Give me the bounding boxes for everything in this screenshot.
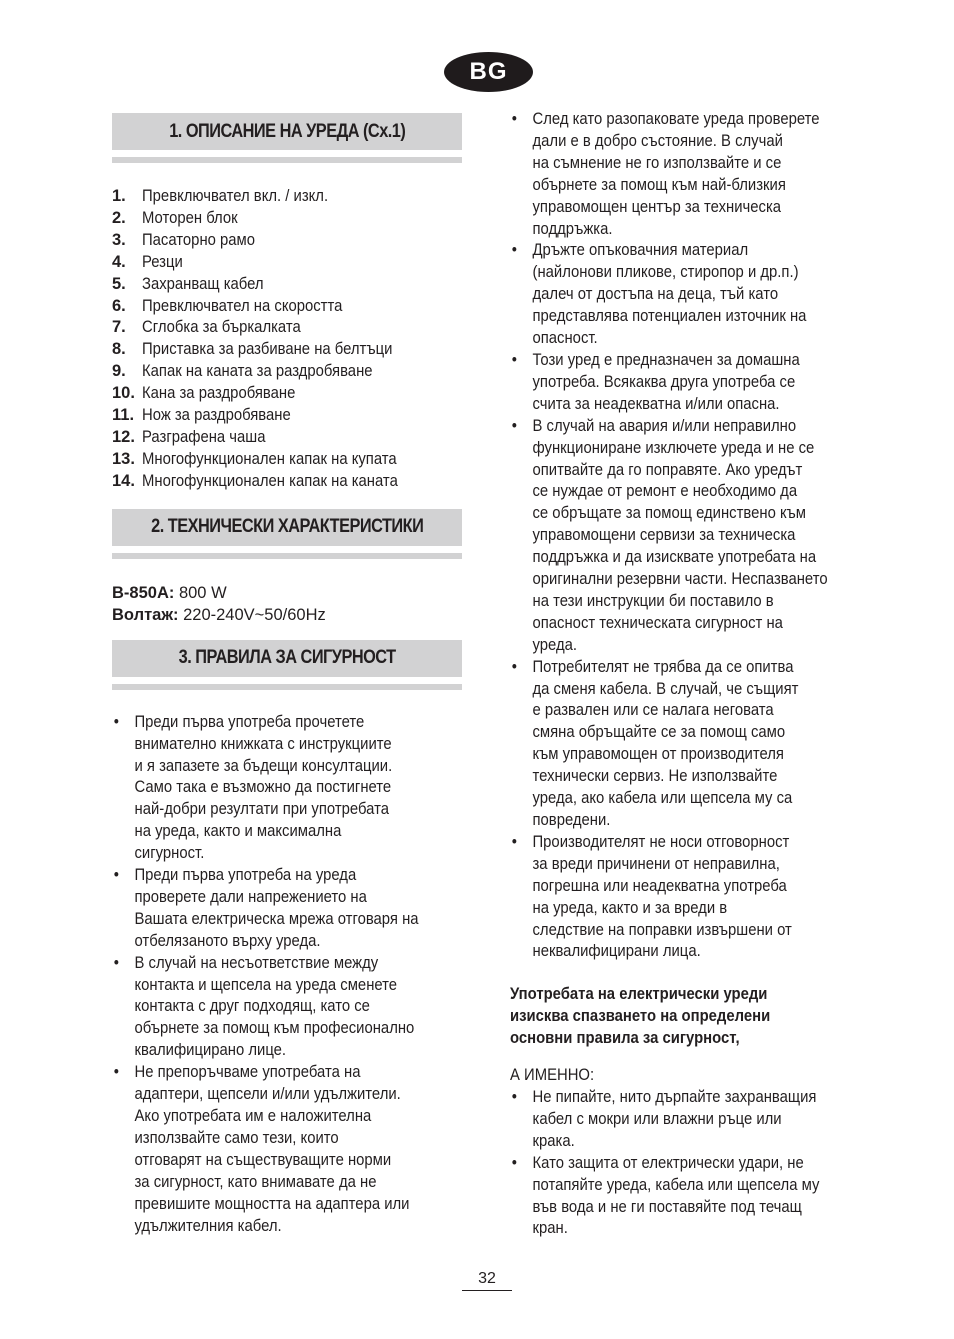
- item-text: Кана за раздробяване: [142, 384, 296, 403]
- item-text: Моторен блок: [142, 208, 238, 227]
- item-number: 9.: [112, 362, 126, 381]
- item-number: 1.: [112, 187, 126, 205]
- bullet-text: • След като разопаковате уреда проверете дали е в добро състояние. В случай на съмнение не го използвайте и се обърнете за помощ към най-близкия управомощен център за техническа поддръжка.: [532, 110, 820, 238]
- spec-model-value: 800 W: [178, 583, 227, 602]
- item-text: Пасаторно рамо: [142, 230, 256, 249]
- bullet-text: • Дръжте опъковачния материал (найлонови пликове, стиропор и др.п.) далеч от достъпа на деца, тъй като представлява потенциален източник на опасност.: [532, 241, 807, 348]
- section-3-title: 3. ПРАВИЛА ЗА СИГУРНОСТ: [178, 647, 396, 669]
- parts-list: [112, 186, 462, 493]
- section-2-header: [112, 509, 462, 546]
- item-text: Превключвател вкл. / изкл.: [142, 187, 329, 205]
- spec-model-label: B-850A:: [112, 583, 175, 602]
- safety-rules-left: [112, 712, 463, 1238]
- list-item: [510, 416, 870, 657]
- item-number: 6.: [112, 296, 126, 315]
- item-number: 10.: [112, 384, 135, 403]
- list-item: [510, 1153, 870, 1241]
- list-item: [510, 350, 870, 416]
- bullet-text: • Този уред е предназначен за домашна употреба. Всякаква друга употреба се счита за неадекватна и/или опасна.: [532, 350, 800, 413]
- item-text: Приставка за разбиване на белтъци: [142, 340, 393, 359]
- bullet-text: • В случай на авария и/или неправилно функциониране изключете уреда и не се опитвайте да го поправяте. Ако уредът се нуждае от ремонт е необходимо да се обръщате за помощ единствено към управомощени сервизи за техническа поддръжка и да изисквате употребата на оригинални резервни части. Неспазването на тези инструкции би поставило в опасност техническата сигурност на уреда.: [532, 416, 828, 654]
- item-number: 12.: [112, 427, 135, 446]
- list-item: [112, 449, 462, 471]
- bullet-text: • Не препоръчваме употребата на адаптери, щепсели и/или удължители. Ако употребата им е наложителна използвайте само тези, които отговарят на съществуващите норми за сигурност, като внимавате да не превишите мощността на адаптера или удължителния кабел.: [134, 1063, 410, 1235]
- list-item: [112, 427, 462, 449]
- list-item: [510, 109, 870, 240]
- list-item: [112, 865, 463, 953]
- item-text: Сглобка за бъркалката: [142, 318, 301, 337]
- spec-power: [112, 582, 462, 604]
- list-item: [112, 186, 462, 208]
- list-item: [112, 296, 462, 318]
- page-number: 32: [462, 1269, 512, 1291]
- item-text: Превключвател на скоростта: [142, 296, 343, 315]
- list-item: [112, 274, 462, 296]
- list-item: [112, 339, 462, 361]
- item-text: Многофункционален капак на каната: [142, 471, 398, 490]
- list-item: [112, 208, 462, 230]
- section-2-title: 2. ТЕХНИЧЕСКИ ХАРАКТЕРИСТИКИ: [150, 516, 424, 538]
- list-item: [112, 252, 462, 274]
- item-number: 11.: [112, 406, 135, 425]
- language-badge: BG: [444, 52, 533, 92]
- spec-voltage-value: 220-240V~50/60Hz: [183, 605, 326, 624]
- spec-voltage: [112, 604, 462, 626]
- bullet-text: • Производителят не носи отговорност за вреди причинени от неправилна, погрешна или неадекватна употреба на уреда, както и за вреди в следствие на поправки извършени от неквалифицирани лица.: [532, 832, 792, 961]
- item-text: Разграфена чаша: [142, 427, 266, 446]
- item-text: Нож за раздробяване: [142, 406, 291, 425]
- item-number: 3.: [112, 230, 126, 249]
- safety-note: Употребата на електрически уреди изисква спазването на определени основни правила за сигурност,: [510, 985, 771, 1048]
- item-number: 2.: [112, 208, 126, 227]
- list-item: [112, 405, 462, 427]
- item-number: 14.: [112, 471, 135, 490]
- list-item: [510, 240, 870, 350]
- list-item: [112, 471, 462, 493]
- bullet-text: • Потребителят не трябва да се опитва да сменя кабела. В случай, че същият е развален или се налага неговата смяна обръщайте се за помощ само към управомощен от производителя технически сервиз. Не използвайте уреда, ако кабела или щепсела му са повредени.: [532, 657, 799, 829]
- bullet-text: • Преди първа употреба прочетете внимателно книжката с инструкциите и я запазете за бъдещи консултации. Само така е възможно да постигнете най-добри резултати при употребата на уреда, както и максимална сигурност.: [134, 712, 393, 863]
- safety-rules-final: [510, 1087, 870, 1240]
- bullet-text: • Като защита от електрически удари, не потапяйте уреда, кабела или щепсела му във вода и не ги поставяйте под течащ кран.: [532, 1153, 820, 1238]
- spec-voltage-label: Волтаж:: [112, 605, 179, 624]
- list-item: [112, 953, 463, 1063]
- safety-rules-right: [510, 109, 870, 963]
- bullet-text: • Не пипайте, нито дърпайте захранващия кабел с мокри или влажни ръце или крака.: [532, 1087, 817, 1150]
- namely-label: А ИМЕННО:: [510, 1066, 595, 1085]
- bullet-text: • В случай на несъответствие между контакта и щепсела на уреда сменете контакта с друг подходящ, като се обърнете за помощ към професионално квалифицирано лице.: [134, 953, 415, 1060]
- list-item: [112, 361, 462, 383]
- list-item: [510, 657, 870, 832]
- item-number: 13.: [112, 449, 135, 468]
- list-item: [112, 1062, 463, 1237]
- item-text: Захранващ кабел: [142, 274, 264, 293]
- bullet-text: • Преди първа употреба на уреда проверете дали напрежението на Вашата електрическа мрежа отговаря на отбелязаното върху уреда.: [134, 866, 419, 950]
- item-text: Резци: [142, 252, 183, 271]
- item-number: 4.: [112, 252, 126, 271]
- section-3-header: [112, 640, 462, 677]
- item-number: 5.: [112, 274, 126, 293]
- item-text: Капак на каната за раздробяване: [142, 362, 373, 381]
- item-number: 8.: [112, 340, 126, 359]
- list-item: [510, 832, 870, 963]
- list-item: [112, 230, 462, 252]
- list-item: [112, 383, 462, 405]
- item-number: 7.: [112, 318, 126, 337]
- list-item: [510, 1087, 870, 1153]
- item-text: Многофункционален капак на купата: [142, 449, 397, 468]
- section-1-title: 1. ОПИСАНИЕ НА УРЕДА (Cx.1): [168, 120, 406, 142]
- section-1-header: [112, 113, 462, 150]
- section-1-divider: [112, 157, 462, 163]
- list-item: [112, 712, 463, 865]
- list-item: [112, 317, 462, 339]
- left-column: [112, 113, 462, 1237]
- right-column: [510, 109, 870, 1240]
